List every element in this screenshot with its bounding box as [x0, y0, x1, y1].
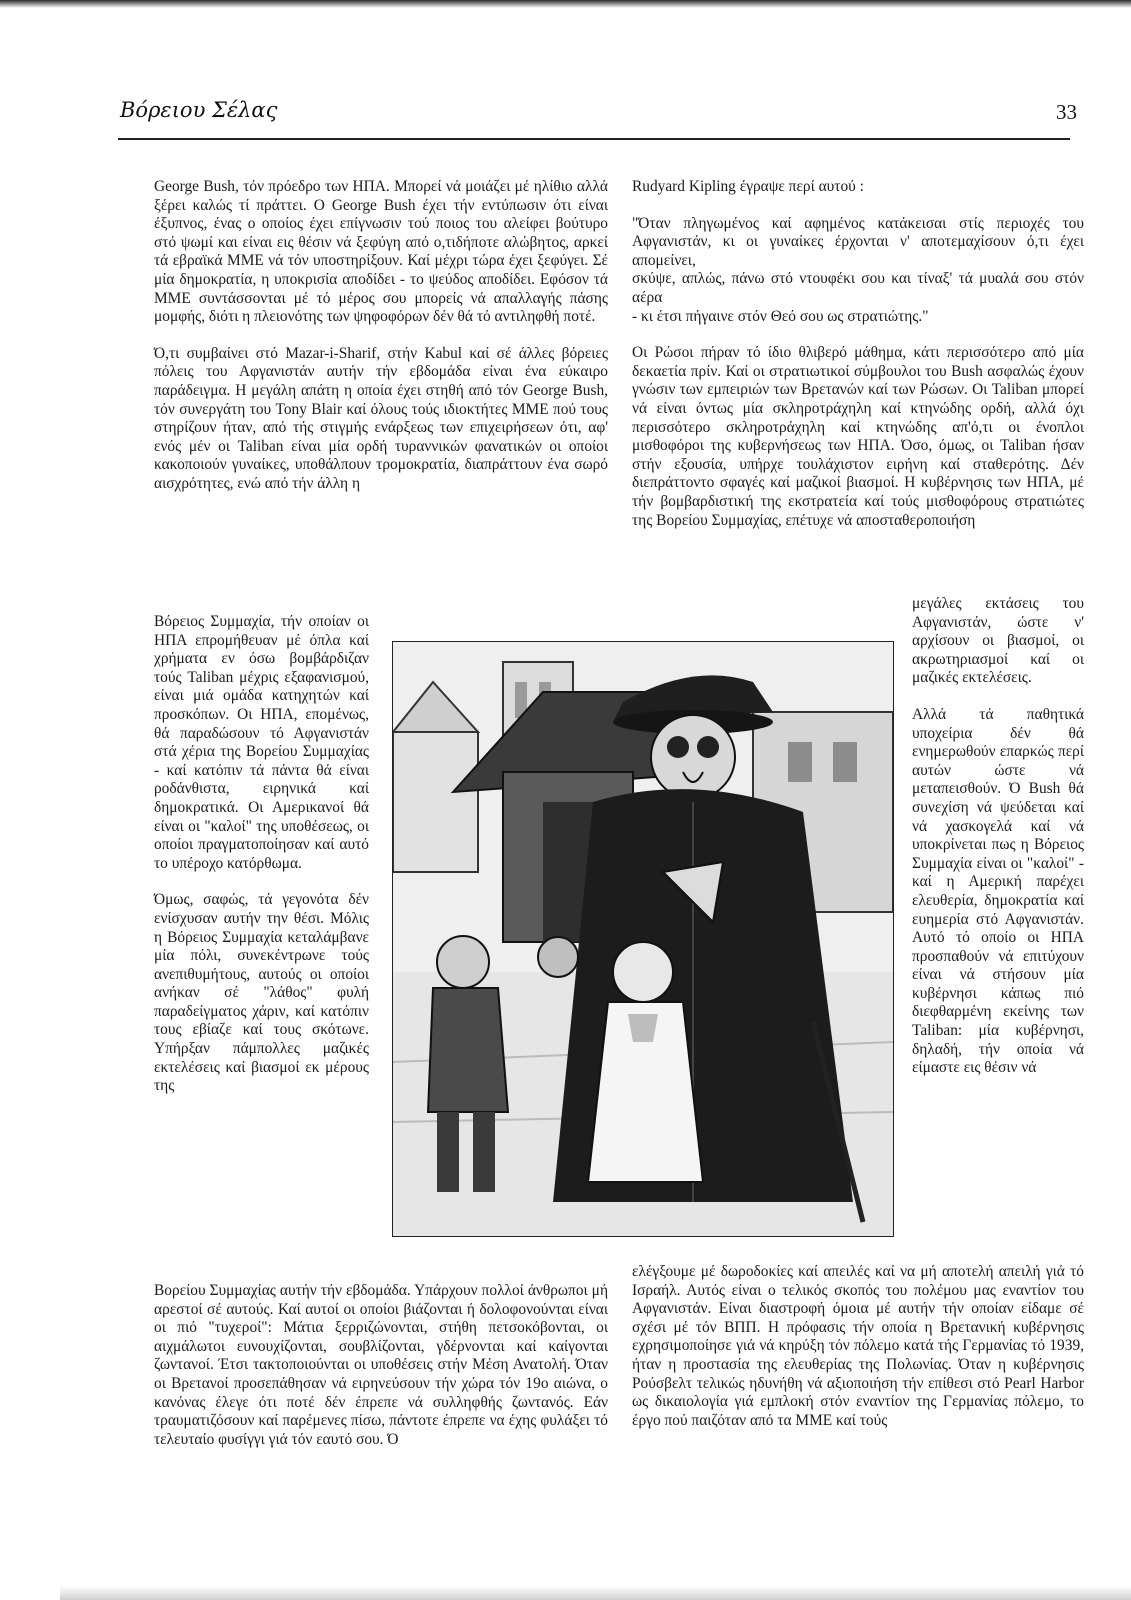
poem-line: - κι έτσι πήγαινε στόν Θεό σου ως στρατιώτης." — [632, 307, 929, 325]
left-column-narrow — [154, 613, 369, 1096]
header-rule — [118, 138, 1070, 140]
right-column-bottom — [632, 1263, 1084, 1430]
cartoon-drawing — [393, 642, 893, 1236]
kipling-intro: Rudyard Kipling έγραψε περί αυτού : — [632, 178, 864, 195]
right-column-top — [632, 178, 1084, 530]
scan-edge-top — [0, 0, 1131, 8]
poem-line: "Όταν πληγωμένος καί αφημένος κατάκεισαι στίς περιοχές του Αφγανιστάν, κι οι γυναίκες έρχονται ν' αποτεμαχίσουν ό,τι έχει απομείνει, — [632, 214, 1084, 269]
paragraph: Βορείου Συμμαχίας αυτήν τήν εβδομάδα. Υπάρχουν πολλοί άνθρωποι μή αρεστοί σέ αυτούς. Καί αυτοί οι οποίοι βιάζονται ή δολοφονούνται είναι οι πιό "τυχεροί": Μάτια ξερριζώνονται, στήθη πετσοκόβονται, οι αιχμάλωτοι ευνουχίζονται, σουβλίζονται, γδέρνονται καί καίγονται ζωντανοί. Έτσι τακτοποιούνται οι υποθέσεις στήν Μέση Ανατολή. Όταν οι Βρετανοί προσεπάθησαν νά ειρηνεύσουν τήν χώρα τόν 19ο αιώνα, ο κανόνας έλεγε ότι ποτέ δέν έπρεπε νά συλληφθής ζωντανός. Εάν τραυματιζόσουν καί παρέμενες πίσω, πάντοτε έπρεπε να έχης φυλάξει τό τελευταίο φυσίγγι γιά τόν εαυτό σου. Ό — [154, 1282, 608, 1448]
left-column-top — [154, 178, 608, 494]
paragraph: Αλλά τά παθητικά υποχείρια δέν θά ενημερωθούν επαρκώς περί αυτών ώστε νά μεταπεισθούν. Ό Bush θά συνεχίση νά ψεύδεται καί νά χασκογελά καί νά υποκρίνεται πως η Βόρειος Συμμαχία είναι οι "καλοί" - καί η Αμερική παρέχει ελευθερία, δημοκρατία καί ευημερία στό Αφγανιστάν. Αυτό τό οποίο οι ΗΠΑ προσπαθούν νά επιτύχουν είναι νά στήσουν μία κυβέρνησι κάπως πιό διεφθαρμένη εκείνης των Taliban: μία κυβέρνησι, δηλαδή, τήν οποία νά είμαστε εις θέσιν νά — [912, 705, 1084, 1077]
paragraph: Βόρειος Συμμαχία, τήν οποίαν οι ΗΠΑ επρομήθευαν μέ όπλα καί χρήματα εν όσω βομβάρδιζαν τούς Taliban μέχρις εξαφανισμού, είναι μιά ομάδα κατηχητών καί προσκόπων. Οι ΗΠΑ, επομένως, θά παραδώσουν τό Αφγανιστάν στά χέρια της Βορείου Συμμαχίας - καί κατόπιν τά πάντα θά είναι ροδάνθιστα, ειρηνικά καί δημοκρατικά. Οι Αμερικανοί θά είναι οι "καλοί" της υποθέσεως, οι οποίοι πραγματοποίησαν καί αυτό το υπέροχο κατόρθωμα. — [154, 613, 369, 872]
paragraph: Όμως, σαφώς, τά γεγονότα δέν ενίσχυσαν αυτήν την θέσι. Μόλις η Βόρειος Συμμαχία κεταλάμβανε μία πόλι, συνεκέντρωνε τούς ανεπιθυμήτους, αυτούς οι οποίοι ανήκαν σέ "λάθος" φυλή παραδείγματος χάριν, καί κατόπιν τους εβίαζε καί τους σκότωνε. Υπήρξαν πάμπολλες μαζικές εκτελέσεις καί βιασμοί εκ μέρους της — [154, 891, 369, 1095]
poem-line: σκύψε, απλώς, πάνω στό ντουφέκι σου και τίναξ' τά μυαλά σου στόν αέρα — [632, 270, 1084, 306]
paragraph: μεγάλες εκτάσεις του Αφγανιστάν, ώστε ν' αρχίσουν οι βιασμοί, οι ακρωτηριασμοί καί οι μαζικές εκτελέσεις. — [912, 595, 1084, 687]
masthead-title: Βόρειου Σέλας — [120, 98, 278, 122]
left-column-bottom — [154, 1282, 608, 1449]
paragraph: George Bush, τόν πρόεδρο των ΗΠΑ. Μπορεί νά μοιάζει μέ ηλίθιο αλλά ξέρει καλώς τί πράττει. Ο George Bush έχει τήν εντύπωσιν ότι είναι έξυπνος, ένας ο οποίος έχει επίγνωσιν τού ποιος του αλείφει βούτυρο στό ψωμί και είναι εις θέσιν νά ξεφύγη από ο,τιδήποτε αλώβητος, αρκεί τά εβραϊκά ΜΜΕ νά τόν υποστηρίξουν. Καί μέχρι τώρα έχει ξεφύγει. Σέ μία δημοκρατία, η υποκρισία αποδίδει - το ψεύδος αποδίδει. Εφόσον τά ΜΜΕ συντάσσονται μέ τό μέρος σου μπορείς νά απαλλαγής πάσης μομφής, διότι η πλειονότης των ψηφοφόρων δέν θά τό αντιληφθή ποτέ. — [154, 178, 608, 326]
scan-edge-bottom — [60, 1586, 1131, 1600]
right-column-narrow — [912, 595, 1084, 1078]
paragraph: Ό,τι συμβαίνει στό Mazar-i-Sharif, στήν Kabul καί σέ άλλες βόρειες πόλεις του Αφγανιστάν αυτήν τήν εβδομάδα είναι ένα εύκαιρο παράδειγμα. Η μεγάλη απάτη η οποία έχει στηθή από τόν George Bush, τόν συνεργάτη του Tony Blair καί όλους τούς ιδιοκτήτες ΜΜΕ πού τους στηρίζουν ήταν, από τής στιγμής ενάρξεως των επιχειρήσεων ότι, αφ' ενός μέν οι Taliban είναι μία ορδή τυραννικών φανατικών οι οποίοι κακοποιούν γυναίκες, υποθάλπουν τρομοκρατία, διαπράττουν ένα σωρό αισχρότητες, ενώ από τήν άλλη η — [154, 344, 608, 492]
page-number: 33 — [1056, 100, 1077, 124]
cartoon-illustration — [392, 641, 894, 1237]
paragraph: ελέγξουμε μέ δωροδοκίες καί απειλές καί να μή αποτελή απειλή γιά τό Ισραήλ. Αυτός είναι ο τελικός σκοπός του πολέμου μας εναντίον του Αφγανιστάν. Είναι διαστροφή όμοια μέ αυτήν τήν οποίαν είδαμε σέ σχέσι μέ τόν ΒΠΠ. Η πρόφασις τήν οποία η Βρετανική κυβέρνησις εχρησιμοποίησε γιά νά κηρύξη τόν πόλεμο κατά τής Γερμανίας τό 1939, ήταν η προστασία της ελευθερίας της Πολωνίας. Όταν η κυβέρνησις Ρούσβελτ τελικώς ηδυνήθη νά αξιοποιήση τήν επίθεσι στό Pearl Harbor ως δικαιολογία γιά εμπλοκή στόν εναντίον της Γερμανίας πόλεμο, το έργο πού παιζόταν από τα ΜΜΕ καί τούς — [632, 1263, 1084, 1429]
paragraph: Οι Ρώσοι πήραν τό ίδιο θλιβερό μάθημα, κάτι περισσότερο από μία δεκαετία πρίν. Καί οι στρατιωτικοί σύμβουλοι του Bush ασφαλώς έχουν γνώσιν των εμπειριών των Βρετανών καί των Ρώσων. Οι Taliban μπορεί νά είναι όντως μία σκληροτράχηλη καί κτηνώδης ορδή, αλλά όχι περισσότερο σκληροτράχηλη καί κτηνώδης απ'ό,τι οι ένοπλοι μισθοφόροι της κυβερνήσεως των ΗΠΑ. Όσο, όμως, οι Taliban ήσαν στήν εξουσία, υπήρχε τουλάχιστον ειρήνη καί σταθερότης. Δέν διεπράττοντο σφαγές καί μαζικοί βιασμοί. Η κυβέρνησις των ΗΠΑ, μέ τήν βομβαρδιστική της εκστρατεία καί τούς μισθοφόρους στρατιώτες της Βορείου Συμμαχίας, επέτυχε νά αποσταθεροποιήση — [632, 344, 1084, 529]
